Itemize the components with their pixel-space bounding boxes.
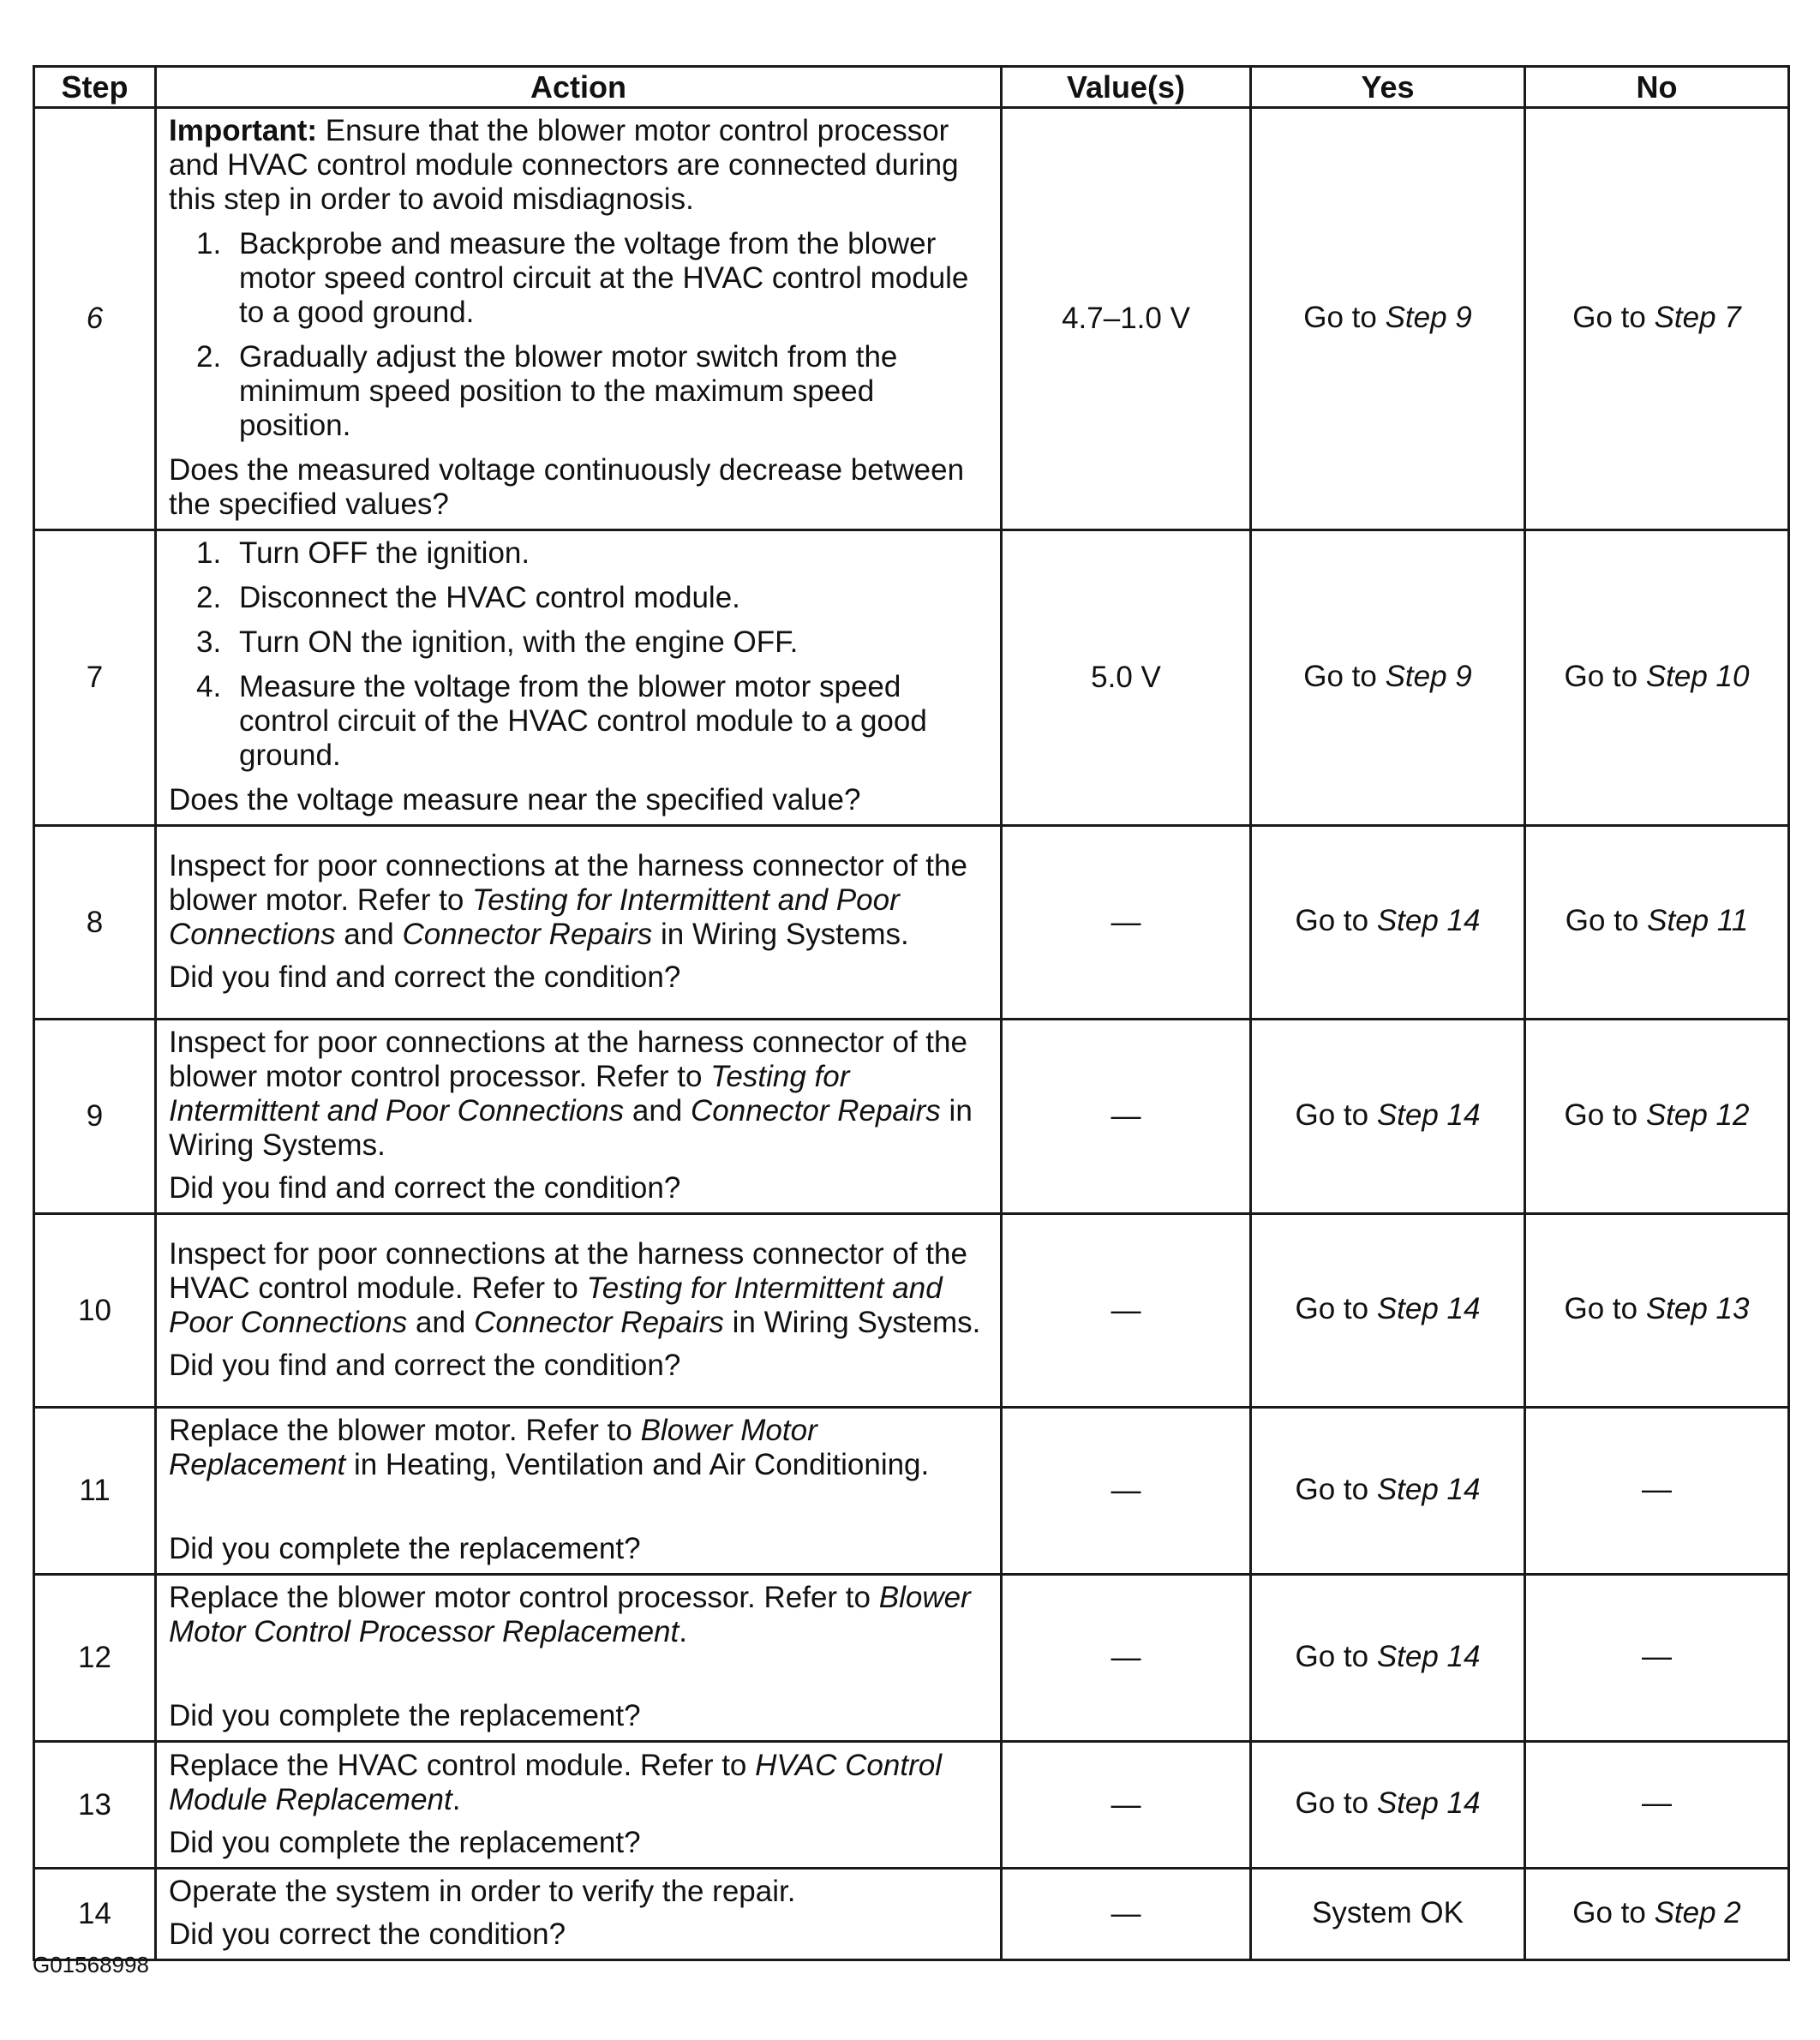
reference-link-text: HVAC Control Module Replacement [169,1748,942,1816]
table-row [34,1408,1789,1575]
action-cell [156,826,1002,1020]
action-cell [156,530,1002,826]
no-cell [1525,1214,1789,1408]
action-cell [156,1575,1002,1742]
action-question: Did you find and correct the condition? [169,960,681,994]
no-cell [1525,826,1789,1020]
action-cell [156,1214,1002,1408]
action-cell [156,108,1002,530]
action-steps [169,536,991,773]
yes-prefix: Go to [1295,1098,1377,1132]
text-part: in Wiring Systems. [169,1094,973,1162]
yes-step-ref: Step 14 [1376,1472,1481,1506]
action-cell [156,1020,1002,1214]
yes-cell: System OK [1251,1869,1525,1960]
text-part: and [407,1305,475,1339]
action-steps [169,227,991,443]
step-number: 13 [34,1742,156,1869]
text-part: in Wiring Systems. [723,1305,981,1339]
value-cell: — [1002,1575,1251,1742]
step-number: 7 [34,530,156,826]
yes-cell [1251,1575,1525,1742]
table-row [34,826,1789,1020]
header-action: Action [156,67,1002,108]
no-step-ref: Step 2 [1654,1895,1741,1929]
list-item: 4. Measure the voltage from the blower motor speed control circuit of the HVAC control module to a good ground. [196,670,927,772]
action-question: Does the voltage measure near the specified value? [169,783,861,817]
action-question: Did you find and correct the condition? [169,1171,681,1205]
action-cell [156,1869,1002,1960]
header-values: Value(s) [1002,67,1251,108]
text-part: Inspect for poor connections at the harness connector of the blower motor. Refer to [169,848,967,917]
list-item-text: Backprobe and measure the voltage from the blower motor speed control circuit at the HVAC control module to a good ground. [239,227,969,329]
action-question: Does the measured voltage continuously decrease between the specified values? [169,453,965,521]
no-prefix: Go to [1565,904,1648,937]
important-note [169,114,991,217]
text-part: . [679,1615,687,1648]
reference-link-text: Testing for Intermittent and Poor Connections [169,882,900,951]
yes-prefix: Go to [1303,300,1386,334]
no-cell: — [1525,1408,1789,1575]
action-text: Operate the system in order to verify the repair. [169,1875,796,1908]
value-cell: 5.0 V [1002,530,1251,826]
value-cell: — [1002,1020,1251,1214]
no-cell [1525,1869,1789,1960]
no-cell [1525,1020,1789,1214]
list-item-text: Turn ON the ignition, with the engine OFF. [239,625,799,659]
list-item-text: Disconnect the HVAC control module. [239,581,740,614]
table-row [34,1869,1789,1960]
table-row [34,1575,1789,1742]
value-cell: 4.7–1.0 V [1002,108,1251,530]
step-number: 9 [34,1020,156,1214]
header-row [34,67,1789,108]
table-row [34,1020,1789,1214]
no-prefix: Go to [1564,1098,1646,1132]
no-step-ref: Step 7 [1654,300,1741,334]
reference-link-text: Connector Repairs [474,1305,724,1339]
action-question: Did you find and correct the condition? [169,1348,681,1382]
yes-cell [1251,530,1525,826]
action-question: Did you complete the replacement? [169,1532,641,1565]
yes-cell [1251,1408,1525,1575]
header-step: Step [34,67,156,108]
action-text [169,1237,991,1340]
action-text [169,1749,991,1817]
text-part: in Heating, Ventilation and Air Conditioning. [345,1448,930,1481]
reference-link-text: Testing for Intermittent and Poor Connections [169,1271,943,1339]
no-prefix: Go to [1572,1895,1655,1929]
yes-cell [1251,108,1525,530]
action-question: Did you complete the replacement? [169,1825,641,1859]
no-prefix: Go to [1564,1292,1646,1325]
yes-prefix: Go to [1303,659,1386,693]
text-part: Replace the HVAC control module. Refer to [169,1748,756,1782]
action-text [169,849,991,952]
table-row [34,1214,1789,1408]
reference-link-text: Blower Motor Control Processor Replacement [169,1581,971,1648]
list-item-text: Turn OFF the ignition. [239,536,530,570]
yes-step-ref: Step 9 [1385,659,1472,693]
no-cell: — [1525,1575,1789,1742]
list-item: 3. Turn ON the ignition, with the engine OFF. [196,625,799,659]
no-step-ref: Step 13 [1645,1292,1750,1325]
figure-id: G01568998 [33,1952,149,1977]
table-row [34,1742,1789,1869]
yes-step-ref: Step 14 [1376,1786,1481,1820]
value-cell: — [1002,1214,1251,1408]
yes-step-ref: Step 14 [1376,904,1481,937]
list-item: 2. Disconnect the HVAC control module. [196,581,740,614]
value-cell: — [1002,1869,1251,1960]
text-part: in Wiring Systems. [652,917,909,951]
no-step-ref: Step 10 [1645,659,1750,693]
yes-prefix: Go to [1295,1292,1377,1325]
value-cell: — [1002,1408,1251,1575]
important-label: Important: [169,114,318,147]
yes-cell [1251,1742,1525,1869]
text-part: Replace the blower motor. Refer to [169,1414,641,1447]
list-item: 1. Backprobe and measure the voltage from the blower motor speed control circuit at the HVAC control module to a good ground. [196,227,969,329]
step-number: 14 [34,1869,156,1960]
no-step-ref: Step 12 [1645,1098,1750,1132]
yes-cell [1251,1020,1525,1214]
step-number: 8 [34,826,156,1020]
yes-step-ref: Step 14 [1376,1098,1481,1132]
action-text [169,1026,991,1163]
important-text: Ensure that the blower motor control processor and HVAC control module connectors are connected during this step in order to avoid misdiagnosis. [169,114,959,216]
yes-step-ref: Step 14 [1376,1292,1481,1325]
action-text [169,1414,991,1482]
diagnostic-table [33,65,1790,1961]
step-number: 10 [34,1214,156,1408]
text-part: and [624,1094,691,1128]
table-row [34,108,1789,530]
step-number: 11 [34,1408,156,1575]
text-part: . [452,1782,461,1816]
list-item-text: Measure the voltage from the blower motor speed control circuit of the HVAC control module to a good ground. [239,670,927,772]
action-question: Did you complete the replacement? [169,1699,641,1732]
text-part: Replace the blower motor control processor. Refer to [169,1581,879,1614]
action-question: Did you correct the condition? [169,1917,566,1951]
no-cell: — [1525,1742,1789,1869]
yes-prefix: Go to [1295,904,1377,937]
text-part: Inspect for poor connections at the harness connector of the blower motor control processor. Refer to [169,1026,967,1093]
yes-prefix: Go to [1295,1472,1377,1506]
yes-cell [1251,826,1525,1020]
yes-step-ref: Step 14 [1376,1639,1481,1673]
reference-link-text: Testing for Intermittent and Poor Connections [169,1060,850,1128]
no-prefix: Go to [1564,659,1646,693]
no-step-ref: Step 11 [1647,904,1749,937]
no-cell [1525,108,1789,530]
table-row [34,530,1789,826]
step-number: 6 [34,108,156,530]
yes-step-ref: Step 9 [1385,300,1472,334]
action-text [169,1581,991,1649]
no-cell [1525,530,1789,826]
action-cell [156,1408,1002,1575]
list-item: 2. Gradually adjust the blower motor switch from the minimum speed position to the maximum speed position. [196,340,898,442]
yes-cell [1251,1214,1525,1408]
text-part: and [335,917,403,951]
no-prefix: Go to [1572,300,1655,334]
text-part: Inspect for poor connections at the harness connector of the HVAC control module. Refer to [169,1236,967,1305]
list-item-text: Gradually adjust the blower motor switch from the minimum speed position to the maximum speed position. [239,340,898,442]
yes-prefix: Go to [1295,1786,1377,1820]
yes-prefix: Go to [1295,1639,1377,1673]
list-item: 1. Turn OFF the ignition. [196,536,530,570]
header-no: No [1525,67,1789,108]
action-cell [156,1742,1002,1869]
value-cell: — [1002,1742,1251,1869]
reference-link-text: Blower Motor Replacement [169,1414,817,1481]
header-yes: Yes [1251,67,1525,108]
reference-link-text: Connector Repairs [691,1094,941,1128]
value-cell: — [1002,826,1251,1020]
reference-link-text: Connector Repairs [402,917,653,951]
step-number: 12 [34,1575,156,1742]
